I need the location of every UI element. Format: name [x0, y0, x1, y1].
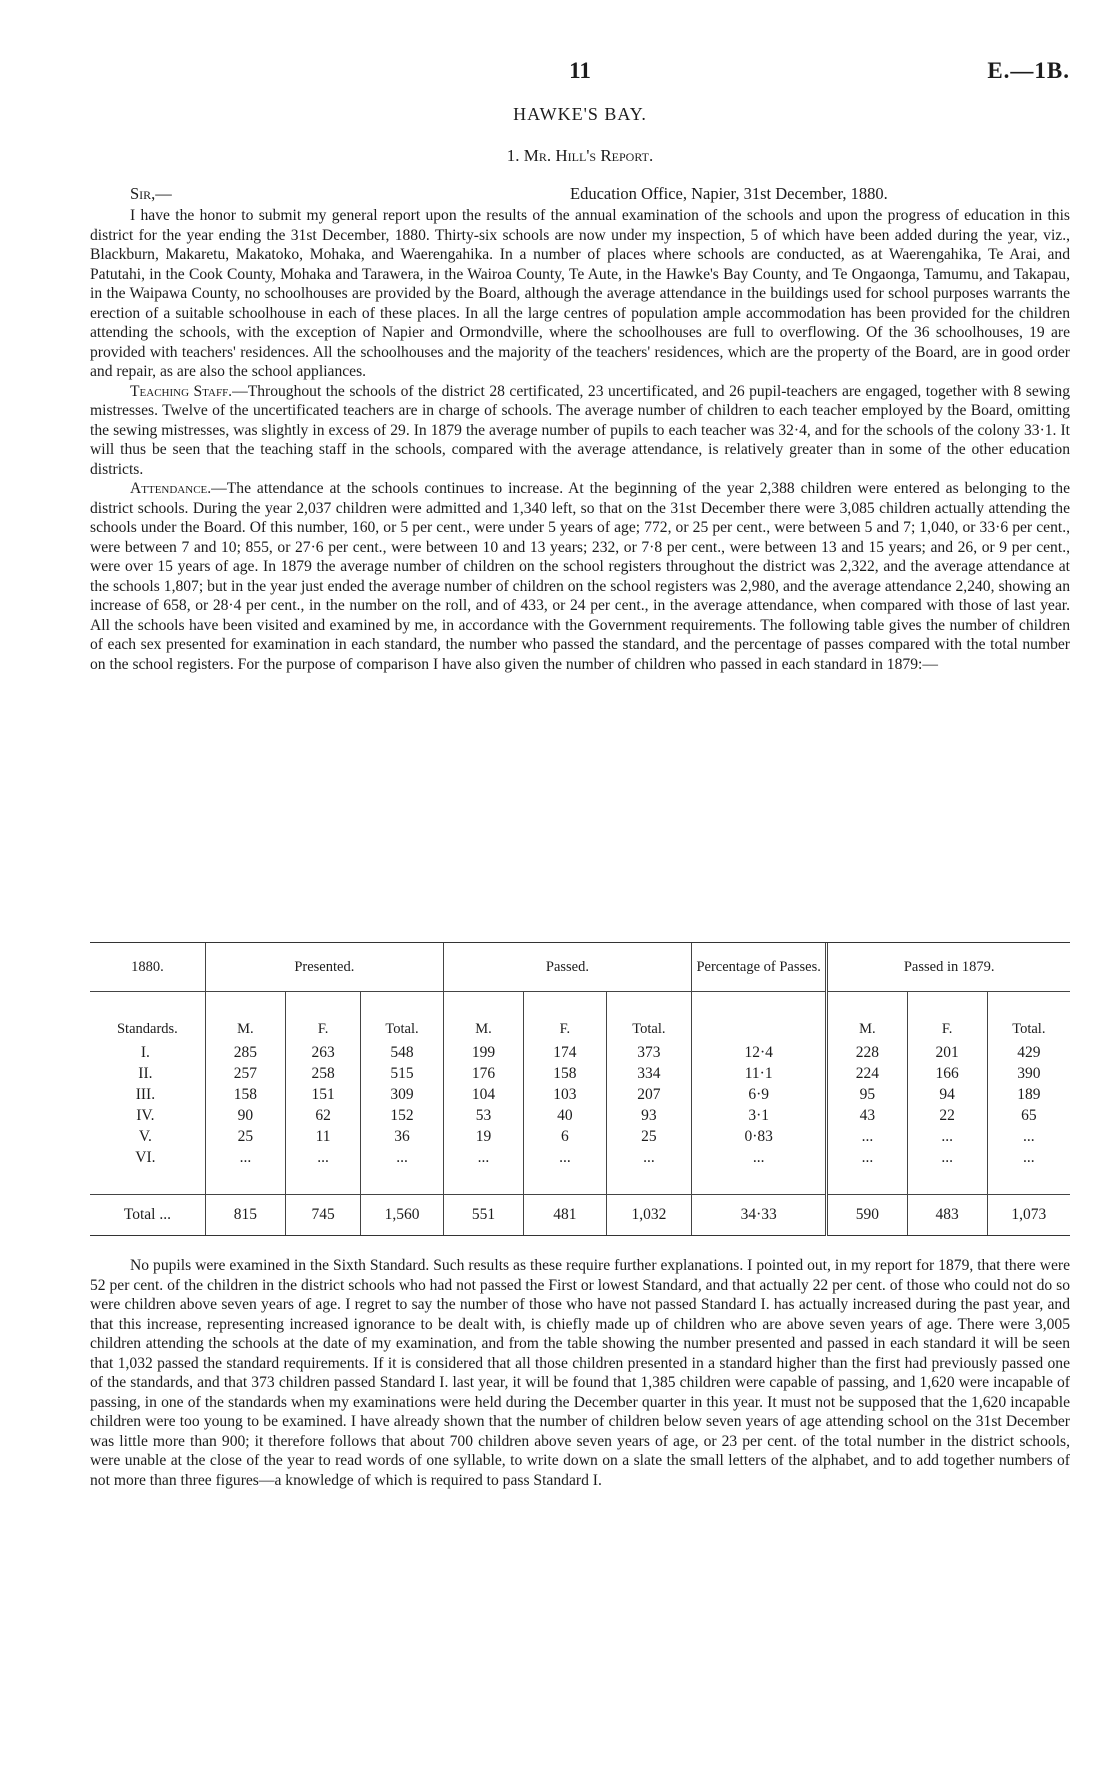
cell-passed-total: 25 [606, 1126, 691, 1147]
cell-passed-f: 103 [524, 1084, 607, 1105]
header-passed: Passed. [443, 943, 691, 992]
section-title: HAWKE'S BAY. [513, 104, 647, 124]
cell-presented-m: 90 [205, 1105, 285, 1126]
cell-1879-m: 224 [827, 1063, 907, 1084]
header-year: 1880. [131, 958, 164, 975]
standards-table [90, 942, 1070, 1236]
cell-passed-total: 93 [606, 1105, 691, 1126]
cell-passed-total: 207 [606, 1084, 691, 1105]
cell-presented-f: 11 [285, 1126, 360, 1147]
total-passed-f: 481 [524, 1195, 607, 1236]
cell-1879-f: 166 [907, 1063, 987, 1084]
attendance-heading: Attendance. [130, 480, 212, 497]
paragraph-intro: I have the honor to submit my general report upon the results of the annual examination of the schools and upon the progress of education in this district for the year ending the 31st December, 1880. Thirty-six schools are now under my inspection, 5 of which have been added during the year, viz., Blackburn, Makaretu, Makatoko, Mohaka, and Waerengahika. In a number of places where schools are conducted, as at Waerengahika, Te Arai, and Patutahi, in the Cook County, Mohaka and Tarawera, in the Wairoa County, Te Aute, in the Hawke's Bay County, and Te Ongaonga, Tamumu, and Takapau, in the Waipawa County, no schoolhouses are provided by the Board, although the average attendance in the buildings used for school purposes warrants the erection of a suitable schoolhouse in each of these places. In all the large centres of population ample accommodation has been provided for the children attending the schools, with the exception of Napier and Ormondville, where the schoolhouses are full to overflowing. Of the 36 schoolhouses, 19 are provided with teachers' residences. All the schoolhouses and the majority of the teachers' residences, which are the property of the Board, are in good order and repair, as are also the school appliances. [90, 207, 1070, 380]
paragraph-explanation: No pupils were examined in the Sixth Standard. Such results as these require further explanations. I pointed out, in my report for 1879, that there were 52 per cent. of the children in the district schools who had not passed the First or lowest Standard, and that actually 22 per cent. of those who could not do so were children above seven years of age. I regret to say the number of those who have not passed Standard I. has actually increased during the past year, and that this increase, representing increased ignorance to be dealt with, is chiefly made up of children who are above seven years of age. There were 3,005 children attending the schools at the date of my examination, and from the table showing the number presented and passed in each standard it will be seen that 1,032 passed the standard requirements. If it is considered that all those children presented in a standard higher than the first had previously passed one of the standards, and that 373 children passed Standard I. last year, it will be found that 1,385 children were capable of passing, and 1,620 were incapable of passing, in one of the standards when my examinations were held during the December quarter in this year. It must not be supposed that the 1,620 incapable children were too young to be examined. I have already shown that the number of children below seven years of age attending school on the 31st December was little more than 900; it therefore follows that about 700 children above seven years of age, or 23 per cent. of the total number in the district schools, were unable at the close of the year to read words of one syllable, to write down on a slate the small letters of the alphabet, and to add together numbers of not more than three figures—a knowledge of which is required to pass Standard I. [90, 1257, 1070, 1489]
table-row [90, 1042, 1070, 1063]
header-1879-f: F. [907, 992, 987, 1042]
cell-1879-total: 390 [987, 1063, 1070, 1084]
cell-standard: IV. [136, 1106, 155, 1124]
header-percentage: Percentage of Passes. [691, 943, 826, 992]
report-body-top [90, 206, 1070, 674]
header-passed-1879: Passed in 1879. [827, 943, 1070, 992]
header-1879-total: Total. [987, 992, 1070, 1042]
paragraph-teaching-staff [90, 382, 1070, 480]
total-1879-m: 590 [827, 1195, 907, 1236]
header-presented-total: Total. [361, 992, 444, 1042]
cell-presented-m: 158 [205, 1084, 285, 1105]
page-code: E.—1B. [987, 58, 1070, 83]
cell-percentage: 0·83 [691, 1126, 826, 1147]
total-presented-m: 815 [205, 1195, 285, 1236]
report-subtitle: 1. Mr. Hill's Report. [506, 146, 654, 165]
cell-1879-f: 22 [907, 1105, 987, 1126]
report-body-bottom [90, 1256, 1070, 1490]
header-percentage-blank [691, 992, 826, 1042]
total-passed-total: 1,032 [606, 1195, 691, 1236]
table-row [90, 1126, 1070, 1147]
teaching-staff-text: —Throughout the schools of the district 28 certificated, 23 uncertificated, and 26 pupil-teachers are engaged, together with 8 sewing mistresses. Twelve of the uncertificated teachers are in charge of schools. The average number of children to each teacher employed by the Board, omitting the sewing mistresses, was slightly in excess of 29. In 1879 the average number of pupils to each teacher was 32·4, and for the schools of the colony 33·1. It will thus be seen that the teaching staff in the schools, compared with the average attendance, is relatively greater than in some of the other education districts. [90, 382, 1070, 478]
cell-presented-f: 62 [285, 1105, 360, 1126]
table-row [90, 1147, 1070, 1168]
cell-presented-m: 285 [205, 1042, 285, 1063]
header-passed-m: M. [443, 992, 523, 1042]
cell-percentage: 11·1 [691, 1063, 826, 1084]
cell-1879-m: 43 [827, 1105, 907, 1126]
cell-1879-total: 429 [987, 1042, 1070, 1063]
cell-passed-m: 176 [443, 1063, 523, 1084]
page-number: 11 [569, 58, 591, 83]
cell-standard: III. [135, 1085, 156, 1103]
paragraph-attendance [90, 479, 1070, 674]
header-passed-total: Total. [606, 992, 691, 1042]
header-presented-m: M. [205, 992, 285, 1042]
cell-standard: VI. [135, 1148, 156, 1166]
cell-presented-f: 263 [285, 1042, 360, 1063]
cell-percentage: 12·4 [691, 1042, 826, 1063]
cell-presented-total: 36 [361, 1126, 444, 1147]
cell-presented-total: 548 [361, 1042, 444, 1063]
cell-passed-m: ... [443, 1147, 523, 1168]
cell-1879-m: 95 [827, 1084, 907, 1105]
cell-1879-f: 94 [907, 1084, 987, 1105]
cell-passed-total: 373 [606, 1042, 691, 1063]
cell-presented-total: ... [361, 1147, 444, 1168]
cell-percentage: 3·1 [691, 1105, 826, 1126]
table-total-row [90, 1195, 1070, 1236]
total-percentage: 34·33 [691, 1195, 826, 1236]
cell-standard: I. [140, 1043, 150, 1061]
total-1879-f: 483 [907, 1195, 987, 1236]
table-row [90, 1084, 1070, 1105]
cell-1879-total: 65 [987, 1105, 1070, 1126]
table-row [90, 1105, 1070, 1126]
salutation: Sir,— [130, 184, 172, 203]
total-1879-total: 1,073 [987, 1195, 1070, 1236]
cell-standard: V. [138, 1127, 152, 1145]
cell-1879-total: 189 [987, 1084, 1070, 1105]
cell-passed-total: ... [606, 1147, 691, 1168]
cell-presented-m: ... [205, 1147, 285, 1168]
cell-passed-f: ... [524, 1147, 607, 1168]
cell-presented-m: 257 [205, 1063, 285, 1084]
attendance-text: —The attendance at the schools continues to increase. At the beginning of the year 2,388 children were entered as belonging to the district schools. During the year 2,037 children were admitted and 1,340 left, so that on the 31st December there were 3,085 children actually attending the schools under the Board. Of this number, 160, or 5 per cent., were under 5 years of age; 772, or 25 per cent., were between 5 and 7; 1,040, or 33·6 per cent., were between 7 and 10; 855, or 27·6 per cent., were between 10 and 13 years; 232, or 7·8 per cent., were between 13 and 15 years; and 26, or 9 per cent., were over 15 years of age. In 1879 the average number of children on the school registers throughout the district was 2,322, and the average attendance at the schools 1,807; but in the year just ended the average number of children on the school registers was 2,980, and the average attendance 2,240, showing an increase of 658, or 28·4 per cent., in the number on the roll, and of 433, or 24 per cent., in the average attendance, when compared with those of last year. All the schools have been visited and examined by me, in accordance with the Government requirements. The following table gives the number of children of each sex presented for examination in each standard, the number who passed the standard, and the percentage of passes compared with the total number on the school registers. For the purpose of comparison I have also given the number of children who passed in each standard in 1879:— [90, 480, 1070, 673]
cell-passed-m: 104 [443, 1084, 523, 1105]
cell-1879-f: 201 [907, 1042, 987, 1063]
cell-standard: II. [138, 1064, 153, 1082]
total-presented-f: 745 [285, 1195, 360, 1236]
place-date: Education Office, Napier, 31st December, 1880. [570, 184, 888, 203]
total-label: Total ... [90, 1195, 205, 1236]
header-standards: Standards. [116, 1021, 178, 1037]
cell-passed-f: 158 [524, 1063, 607, 1084]
cell-passed-m: 19 [443, 1126, 523, 1147]
cell-passed-m: 199 [443, 1042, 523, 1063]
teaching-staff-heading: Teaching Staff. [130, 382, 233, 400]
cell-passed-f: 40 [524, 1105, 607, 1126]
header-presented: Presented. [205, 943, 443, 992]
cell-1879-m: ... [827, 1147, 907, 1168]
cell-passed-f: 174 [524, 1042, 607, 1063]
cell-1879-f: ... [907, 1147, 987, 1168]
salutation-row [130, 184, 1070, 206]
cell-1879-f: ... [907, 1126, 987, 1147]
page-header [90, 58, 1070, 92]
header-presented-f: F. [285, 992, 360, 1042]
cell-1879-total: ... [987, 1147, 1070, 1168]
cell-passed-f: 6 [524, 1126, 607, 1147]
total-passed-m: 551 [443, 1195, 523, 1236]
cell-percentage: 6·9 [691, 1084, 826, 1105]
cell-1879-total: ... [987, 1126, 1070, 1147]
cell-percentage: ... [691, 1147, 826, 1168]
cell-passed-m: 53 [443, 1105, 523, 1126]
cell-1879-m: ... [827, 1126, 907, 1147]
total-presented-total: 1,560 [361, 1195, 444, 1236]
cell-passed-total: 334 [606, 1063, 691, 1084]
header-1879-m: M. [827, 992, 907, 1042]
header-passed-f: F. [524, 992, 607, 1042]
cell-1879-m: 228 [827, 1042, 907, 1063]
cell-presented-total: 152 [361, 1105, 444, 1126]
cell-presented-m: 25 [205, 1126, 285, 1147]
cell-presented-f: ... [285, 1147, 360, 1168]
cell-presented-total: 309 [361, 1084, 444, 1105]
cell-presented-total: 515 [361, 1063, 444, 1084]
cell-presented-f: 151 [285, 1084, 360, 1105]
table-row [90, 1063, 1070, 1084]
cell-presented-f: 258 [285, 1063, 360, 1084]
